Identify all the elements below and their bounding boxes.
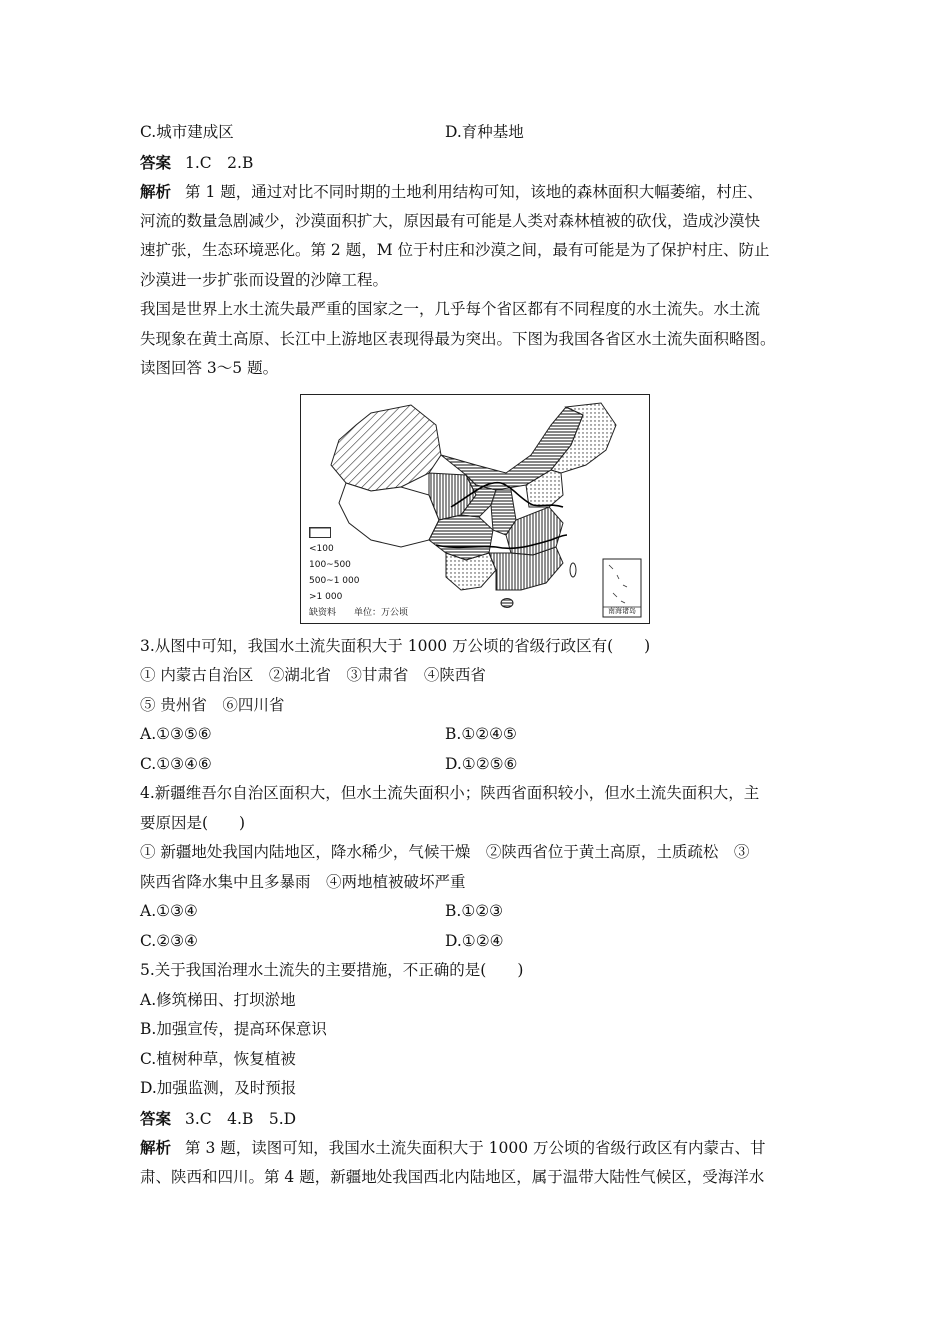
legend-label: >1 000 xyxy=(309,591,343,602)
answer-label: 答案 xyxy=(140,1108,172,1128)
answer-label: 答案 xyxy=(140,152,172,172)
q3-stem: 3.从图中可知，我国水土流失面积大于 1000 万公顷的省级行政区有( ) xyxy=(140,636,651,655)
q5-option-a: A.修筑梯田、打坝淤地 xyxy=(140,990,296,1009)
document-page xyxy=(140,118,820,1192)
blank-swatch-icon xyxy=(309,527,331,538)
intro-line-1: 我国是世界上水土流失最严重的国家之一，几乎每个省区都有不同程度的水土流失。水土流 xyxy=(140,300,761,318)
analysis-line-1 xyxy=(140,177,820,207)
q3-options-cd xyxy=(140,750,820,780)
legend-label: 缺资料 xyxy=(309,607,337,618)
analysis-label: 解析 xyxy=(140,1138,172,1157)
region-hainan xyxy=(501,598,513,607)
analysis2-line-1 xyxy=(140,1133,820,1163)
analysis-label: 解析 xyxy=(140,182,172,201)
legend-item-100-500 xyxy=(309,557,408,573)
q4-items-2: 陕西省降水集中且多暴雨 ④两地植被破坏严重 xyxy=(140,872,466,891)
q4-options-ab xyxy=(140,897,820,927)
map-legend xyxy=(309,527,408,621)
option-c: C.城市建成区 xyxy=(140,123,234,141)
q3-option-b: B.①②④⑤ xyxy=(445,725,517,743)
answer-text: 1.C 2.B xyxy=(185,153,254,172)
legend-label: 500~1 000 xyxy=(309,575,360,586)
legend-label: <100 xyxy=(309,543,334,554)
q3-option-d: D.①②⑤⑥ xyxy=(445,754,518,773)
q3-options-ab xyxy=(140,720,820,750)
analysis-line-4: 沙漠进一步扩张而设置的沙障工程。 xyxy=(140,270,389,289)
inset-label: 南海诸岛 xyxy=(608,606,636,615)
q4-option-d: D.①②④ xyxy=(445,931,504,950)
q5-option-c: C.植树种草，恢复植被 xyxy=(140,1049,296,1068)
q3-option-a: A.①③⑤⑥ xyxy=(140,725,212,743)
q4-options-cd xyxy=(140,927,820,957)
q5-option-b: B.加强宣传，提高环保意识 xyxy=(140,1020,327,1038)
analysis-text: 第 1 题，通过对比不同时期的土地利用结构可知，该地的森林面积大幅萎缩，村庄、 xyxy=(185,183,763,201)
legend-item-500-1000 xyxy=(309,573,408,589)
q4-option-b: B.①②③ xyxy=(445,902,504,920)
q2-options-row xyxy=(140,118,820,148)
answer-line-1 xyxy=(140,148,820,178)
intro-line-2: 失现象在黄土高原、长江中上游地区表现得最为突出。下图为我国各省区水土流失面积略图。 xyxy=(140,329,776,348)
legend-item-gt1000 xyxy=(309,589,408,605)
analysis-line-2: 河流的数量急剧减少，沙漠面积扩大，原因最有可能是人类对森林植被的砍伐，造成沙漠快 xyxy=(140,211,761,230)
q4-option-c: C.②③④ xyxy=(140,931,198,950)
region-southwest xyxy=(446,553,496,590)
legend-label: 100~500 xyxy=(309,559,351,570)
analysis2-line-2: 肃、陕西和四川。第 4 题，新疆地处我国西北内陆地区，属于温带大陆性气候区，受海洋水 xyxy=(140,1167,765,1186)
soil-erosion-map xyxy=(300,394,650,624)
region-taiwan xyxy=(570,563,576,577)
q4-stem-1: 4.新疆维吾尔自治区面积大，但水土流失面积小；陕西省面积较小，但水土流失面积大，主 xyxy=(140,784,760,802)
legend-unit: 单位：万公顷 xyxy=(354,607,409,618)
analysis-text: 第 3 题，读图可知，我国水土流失面积大于 1000 万公顷的省级行政区有内蒙古、甘 xyxy=(185,1139,766,1157)
q3-option-c: C.①③④⑥ xyxy=(140,754,212,773)
legend-item-no-data xyxy=(309,605,408,621)
answer-text: 3.C 4.B 5.D xyxy=(185,1109,297,1128)
legend-item-lt100 xyxy=(309,541,408,557)
q4-stem-2: 要原因是( ) xyxy=(140,813,246,832)
q5-stem: 5.关于我国治理水土流失的主要措施，不正确的是( ) xyxy=(140,961,524,979)
q4-items-1: ① 新疆地处我国内陆地区，降水稀少，气候干燥 ②陕西省位于黄土高原，土质疏松 ③ xyxy=(140,843,750,861)
intro-line-3: 读图回答 3～5 题。 xyxy=(140,359,279,377)
q5-option-d: D.加强监测，及时预报 xyxy=(140,1079,297,1097)
analysis-line-3: 速扩张，生态环境恶化。第 2 题，M 位于村庄和沙漠之间，最有可能是为了保护村庄、防止 xyxy=(140,241,770,259)
q3-items-1: ① 内蒙古自治区 ②湖北省 ③甘肃省 ④陕西省 xyxy=(140,666,486,684)
option-d: D.育种基地 xyxy=(445,123,524,141)
region-sichuan xyxy=(429,515,493,560)
q3-items-2: ⑤ 贵州省 ⑥四川省 xyxy=(140,695,285,714)
answer-line-2 xyxy=(140,1104,820,1134)
region-xinjiang xyxy=(331,405,441,491)
q4-option-a: A.①③④ xyxy=(140,902,198,920)
